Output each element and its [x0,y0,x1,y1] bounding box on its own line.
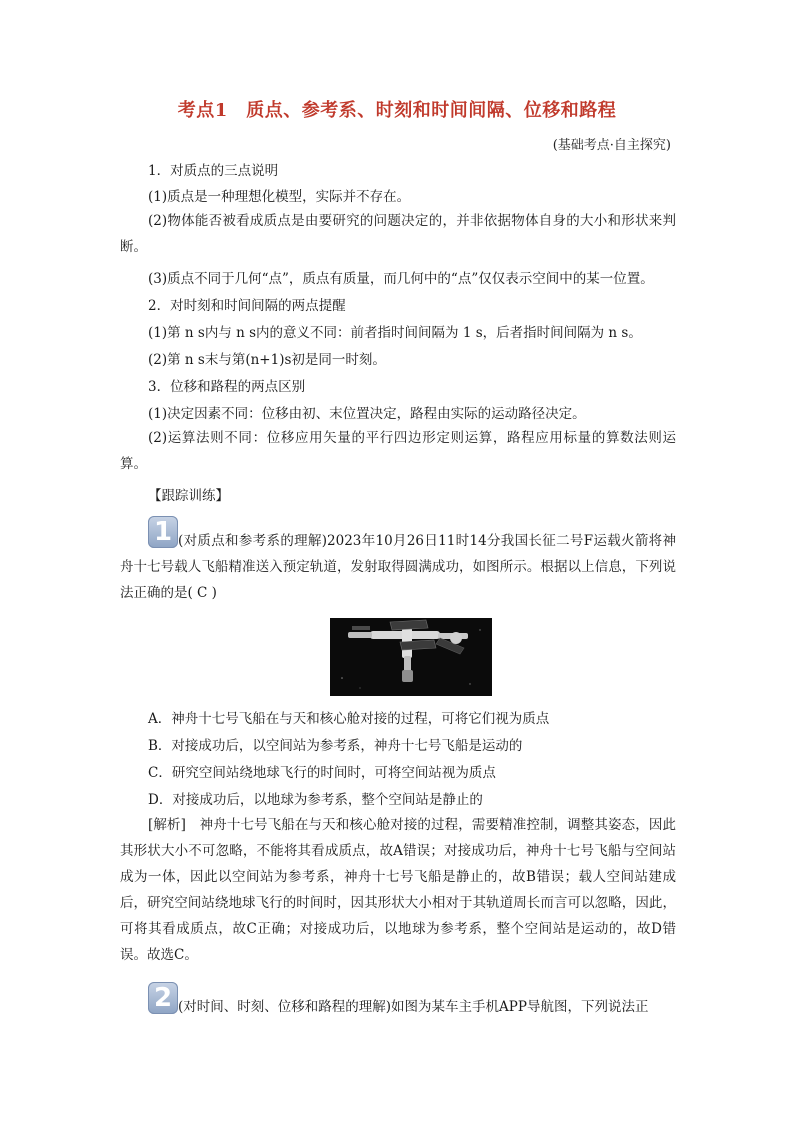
s3-point-1: (1)决定因素不同：位移由初、末位置决定，路程由实际的运动路径决定。 [148,406,586,422]
question-number-badge: 1 [148,516,178,548]
s3-point-2: (2)运算法则不同：位移应用矢量的平行四边形定则运算，路程应用标量的算数法则运算。 [120,430,676,472]
s1-point-2: (2)物体能否被看成质点是由要研究的问题决定的，并非依据物体自身的大小和形状来判断。 [120,213,676,255]
s2-heading: 2．对时刻和时间间隔的两点提醒 [148,298,346,314]
space-station-photo [330,618,492,696]
option-c: C．研究空间站绕地球飞行的时间时，可将空间站视为质点 [148,765,496,781]
s1-point-3: (3)质点不同于几何“点”，质点有质量，而几何中的“点”仅仅表示空间中的某一位置。 [148,271,654,287]
training-heading: 【跟踪训练】 [148,488,229,504]
s1-point-1: (1)质点是一种理想化模型，实际并不存在。 [148,189,411,205]
option-a: A．神舟十七号飞船在与天和核心舱对接的过程，可将它们视为质点 [148,711,550,727]
question-2-stem: (对时间、时刻、位移和路程的理解)如图为某车主手机APP导航图，下列说法正 [178,999,649,1015]
s3-heading: 3．位移和路程的两点区别 [148,379,306,395]
space-station-illustration [330,618,492,696]
s2-point-2: (2)第 n s末与第(n+1)s初是同一时刻。 [148,352,386,368]
section-title: 考点1 质点、参考系、时刻和时间间隔、位移和路程 [177,100,617,121]
option-d: D．对接成功后，以地球为参考系，整个空间站是静止的 [148,792,483,808]
question-number-badge: 2 [148,982,178,1014]
option-b: B．对接成功后，以空间站为参考系，神舟十七号飞船是运动的 [148,738,523,754]
section-tag: (基础考点·自主探究) [552,138,671,153]
question-1-analysis: [解析] 神舟十七号飞船在与天和核心舱对接的过程，需要精准控制，调整其姿态，因此其形状大小不可忽略，不能将其看成质点，故A错误；对接成功后，神舟十七号飞船与空间站成为一体，因此以空间站为参考系，神舟十七号飞船是静止的，故B错误；载人空间站建成后，研究空间站绕地球飞行的时间时，因其形状大小相对于其轨道周长而言可以忽略，因此，可将其看成质点，故C正确；对接成功后，以地球为参考系，整个空间站是运动的，故D错误。故选C。 [120,817,676,963]
s2-point-1: (1)第 n s内与 n s内的意义不同：前者指时间间隔为 1 s，后者指时间间隔为 n s。 [148,325,642,341]
question-1-stem: (对质点和参考系的理解)2023年10月26日11时14分我国长征二号F运载火箭将神舟十七号载人飞船精准送入预定轨道，发射取得圆满成功，如图所示。根据以上信息，下列说法正确的是( C ) [120,533,676,601]
s1-heading: 1．对质点的三点说明 [148,163,279,179]
